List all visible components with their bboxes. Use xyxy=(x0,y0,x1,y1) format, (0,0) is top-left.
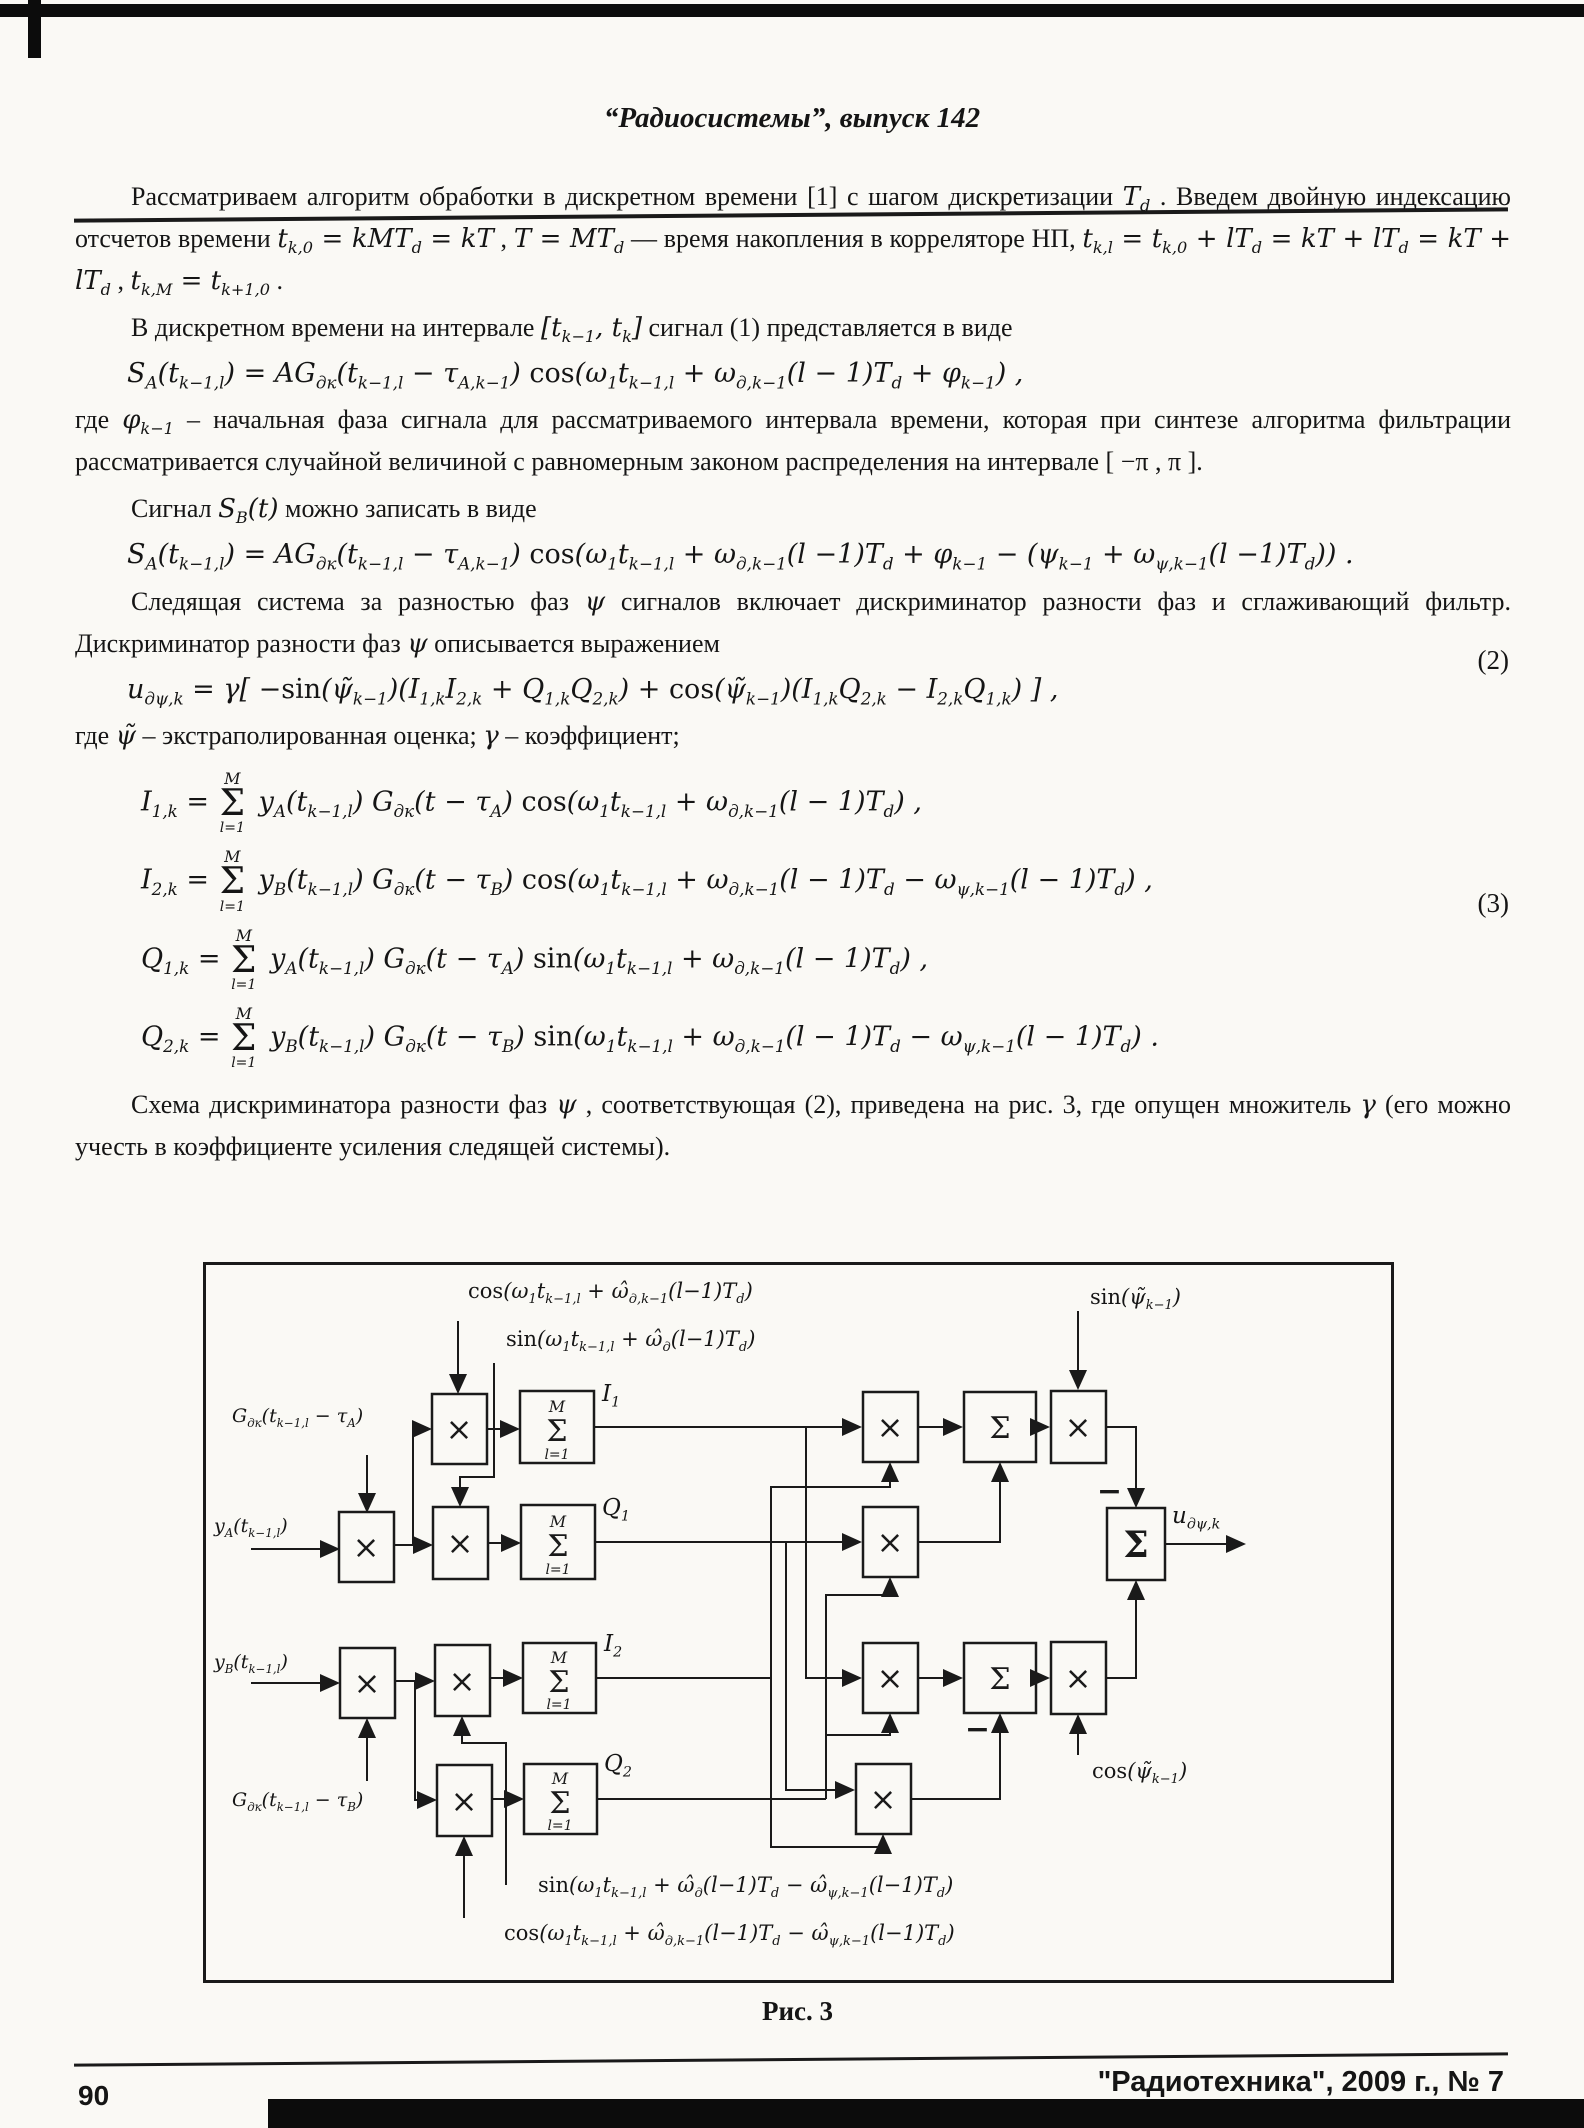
label-sin-psi: $\sin(\psĩ_{k-1})$ xyxy=(1090,1285,1181,1314)
label-bottom-sin: $\sin(\omega_1t_{k-1,l}$ + $\omegâ_д(l-1)T_d$ − $\omegâ_{\psi,k-1}(l-1)T_d$) xyxy=(538,1873,954,1902)
multiplier-block-cosA xyxy=(432,1394,487,1464)
final-adder xyxy=(1107,1508,1165,1580)
multiplier-block-yB xyxy=(340,1648,395,1718)
svg-text:×: × xyxy=(448,1662,476,1700)
svg-text:l=1: l=1 xyxy=(544,1447,570,1463)
svg-text:Σ: Σ xyxy=(549,1786,571,1821)
svg-text:l=1: l=1 xyxy=(547,1818,573,1834)
label-input-yb: $y_B(t_{k-1,l})$ xyxy=(214,1651,288,1676)
svg-text:M: M xyxy=(548,1397,566,1416)
article-body xyxy=(75,176,1511,1173)
label-Q1: $Q_1$ xyxy=(602,1495,630,1525)
svg-text:×: × xyxy=(446,1524,474,1562)
scan-artifact-top-bar xyxy=(0,4,1584,17)
diagram-wires xyxy=(251,1311,1242,1918)
adder-cos-branch xyxy=(964,1643,1036,1713)
equation-2 xyxy=(127,644,1509,709)
accumulator-Q2 xyxy=(524,1764,597,1834)
accumulator-I1 xyxy=(520,1391,594,1463)
svg-text:×: × xyxy=(445,1410,473,1448)
svg-text:×: × xyxy=(450,1782,478,1820)
svg-text:×: × xyxy=(876,1523,904,1561)
equation-signal-a: $S_A(t_{k-1,l}) = AG_{дк}(t_{k-1,l} - \tau_{A,k-1}) \cos(\omega_1t_{k-1,l} + \omega_{д,k-1}(l - 1)T_d + \varphi_{k-1})$ , xyxy=(127,358,1024,393)
equation-3-I1: $I_{1,k}$ = M Σ l=1 $y_A(t_{k-1,l}) G_{дк}(t - \tau_A) \cos(\omega_1t_{k-1,l} + \omega_{д,k-1}(l - 1)T_d)$ , xyxy=(141,769,922,837)
adder-sin-branch xyxy=(964,1392,1036,1462)
journal-header: “Радиосистемы”, выпуск 142 xyxy=(603,102,981,134)
label-top-cos: $\cos(\omega_1t_{k-1,l}$ + $\omegâ_{д,k-1}(l-1)T_d$) xyxy=(468,1279,753,1308)
svg-text:M: M xyxy=(549,1512,567,1531)
label-gate-a: $G_{дк}(t_{k-1,l} - \tau_A)$ xyxy=(232,1405,364,1430)
paragraph-phase-note: где $\varphi_{k-1}$ – начальная фаза сигнала для рассматриваемого интервала времени, которая при синтезе алгоритма фильтрации рассматривается случайной величиной с равномерным законом распределения на интервале [ −π , π ]. xyxy=(75,405,1511,477)
paragraph-intro: Рассматриваем алгоритм обработки в дискретном времени [1] с шагом дискретизации $T_d$ . Введем двойную индексацию отсчетов времени $t_{k,0} = kMT_d$ = kT , $T = MT_d$ — время накопления в корреляторе НП, $t_{k,l} = t_{k,0} + lT_d$ = kT + $lT_d$ = kT + $lT_d$ , $t_{k,M} = t_{k+1,0}$ . xyxy=(75,182,1512,300)
svg-text:Σ: Σ xyxy=(989,1411,1011,1446)
paragraph-tracking-system: Следящая система за разностью фаз ψ сигналов включает дискриминатор разности фаз и сглаживающий фильтр. Дискриминатор разности фаз ψ описывается выражением xyxy=(75,586,1511,659)
equation-3-group xyxy=(141,771,1511,1070)
multiplier-block-I2Q1 xyxy=(856,1764,911,1834)
multiplier-block-I1I2 xyxy=(863,1392,918,1462)
equation-3-Q2: $Q_{2,k}$ = M Σ l=1 $y_B(t_{k-1,l}) G_{дк}(t - \tau_B) \sin(\omega_1t_{k-1,l} + \omega_{д,k-1}(l - 1)T_d - \omega_{\psi,k-1}(l - 1)T_d)$ . xyxy=(141,1003,1159,1071)
multiplier-block-sinB xyxy=(435,1645,490,1716)
multiplier-block-cos-psi xyxy=(1051,1642,1106,1714)
minus-sign-final-input: − xyxy=(1096,1474,1122,1509)
page-number: 90 xyxy=(78,2080,110,2111)
multiplier-block-Q1Q2 xyxy=(863,1507,918,1577)
svg-text:Σ: Σ xyxy=(547,1529,569,1564)
svg-text:×: × xyxy=(869,1780,897,1818)
svg-text:Σ: Σ xyxy=(989,1662,1011,1697)
svg-text:×: × xyxy=(353,1664,381,1702)
equation-2-body: $u_{д\psi,k} = \gamma$[ $-\sin(\psĩ_{k-1})(I_{1,k}I_{2,k} + Q_{1,k}Q_{2,k})$ + $\cos(\psĩ_{k-1})(I_{1,k}Q_{2,k} - I_{2,k}Q_{1,k})$ ] , xyxy=(127,673,1059,709)
journal-footer: "Радиотехника", 2009 г., № 7 xyxy=(1097,2066,1504,2098)
equation-3-Q1: $Q_{1,k}$ = M Σ l=1 $y_A(t_{k-1,l}) G_{дк}(t - \tau_A) \sin(\omega_1t_{k-1,l} + \omega_{д,k-1}(l - 1)T_d)$ , xyxy=(141,925,929,993)
svg-text:l=1: l=1 xyxy=(546,1697,572,1713)
equation-3-number: (3) xyxy=(1477,887,1509,918)
minus-sign-cos-branch-input: − xyxy=(964,1712,990,1747)
label-top-sin: $\sin(\omega_1t_{k-1,l}$ + $\omegâ_д(l-1)T_d$) xyxy=(506,1327,756,1356)
label-I2: $I_2$ xyxy=(604,1631,623,1661)
figure-caption: Рис. 3 xyxy=(761,1996,834,2026)
svg-text:M: M xyxy=(550,1648,568,1667)
multiplier-block-sin-psi xyxy=(1051,1391,1106,1463)
multiplier-block-cosB xyxy=(437,1765,492,1836)
label-output-u: $u_{д\psi,k}$ xyxy=(1172,1503,1221,1533)
svg-text:Σ: Σ xyxy=(548,1665,570,1700)
equation-2-number: (2) xyxy=(1477,644,1509,675)
svg-text:M: M xyxy=(551,1769,569,1788)
equation-3-I2: $I_{2,k}$ = M Σ l=1 $y_B(t_{k-1,l}) G_{дк}(t - \tau_B) \cos(\omega_1t_{k-1,l} + \omega_{д,k-1}(l - 1)T_d - \omega_{\psi,k-1}(l - 1)T_d)$ , xyxy=(141,847,1153,915)
figure-3-block-diagram xyxy=(203,1262,1394,1983)
paragraph-estimate-note: где ψ̃ – экстраполированная оценка; γ – коэффициент; xyxy=(75,721,680,752)
paragraph-discrete-time: В дискретном времени на интервале [$t_{k-1}$, $t_k$] сигнал (1) представляется в виде xyxy=(131,313,1013,347)
paragraph-figure-reference: Схема дискриминатора разности фаз ψ , соответствующая (2), приведена на рис. 3, где опущен множитель γ (его можно учесть в коэффициенте усиления следящей системы). xyxy=(75,1089,1512,1161)
scan-artifact-bottom-bar xyxy=(268,2099,1584,2128)
label-cos-psi: $\cos(\psĩ_{k-1})$ xyxy=(1092,1759,1188,1788)
svg-text:Σ: Σ xyxy=(546,1414,568,1449)
footer-rule xyxy=(74,2052,1508,2066)
label-I1: $I_1$ xyxy=(602,1381,621,1411)
multiplier-block-yA xyxy=(339,1512,394,1582)
svg-text:×: × xyxy=(876,1659,904,1697)
multiplier-block-I1Q2 xyxy=(863,1643,918,1713)
paragraph-signal-b: Сигнал $S_B(t)$ можно записать в виде xyxy=(131,494,537,528)
label-input-ya: $y_A(t_{k-1,l})$ xyxy=(214,1515,288,1540)
svg-text:×: × xyxy=(1064,1408,1092,1446)
svg-text:×: × xyxy=(352,1528,380,1566)
svg-text:Σ: Σ xyxy=(1123,1524,1149,1566)
scan-artifact-left-mark xyxy=(28,0,41,58)
accumulator-I2 xyxy=(523,1643,596,1713)
svg-text:×: × xyxy=(876,1408,904,1446)
label-Q2: $Q_2$ xyxy=(604,1751,632,1781)
equation-signal-b: $S_A(t_{k-1,l}) = AG_{дк}(t_{k-1,l} - \tau_{A,k-1}) \cos(\omega_1t_{k-1,l} + \omega_{д,k-1}(l -1)T_d + \varphi_{k-1} - (\psi_{k-1} + \omega_{\psi,k-1}(l -1)T_d))$ . xyxy=(127,539,1354,574)
label-gate-b: $G_{дк}(t_{k-1,l} - \tau_B)$ xyxy=(232,1789,364,1814)
multiplier-block-sinA xyxy=(433,1507,488,1579)
svg-text:×: × xyxy=(1064,1659,1092,1697)
label-bottom-cos: $\cos(\omega_1t_{k-1,l}$ + $\omegâ_{д,k-1}(l-1)T_d$ − $\omegâ_{\psi,k-1}(l-1)T_d$) xyxy=(504,1921,955,1950)
svg-text:l=1: l=1 xyxy=(545,1562,571,1578)
accumulator-Q1 xyxy=(521,1505,595,1579)
